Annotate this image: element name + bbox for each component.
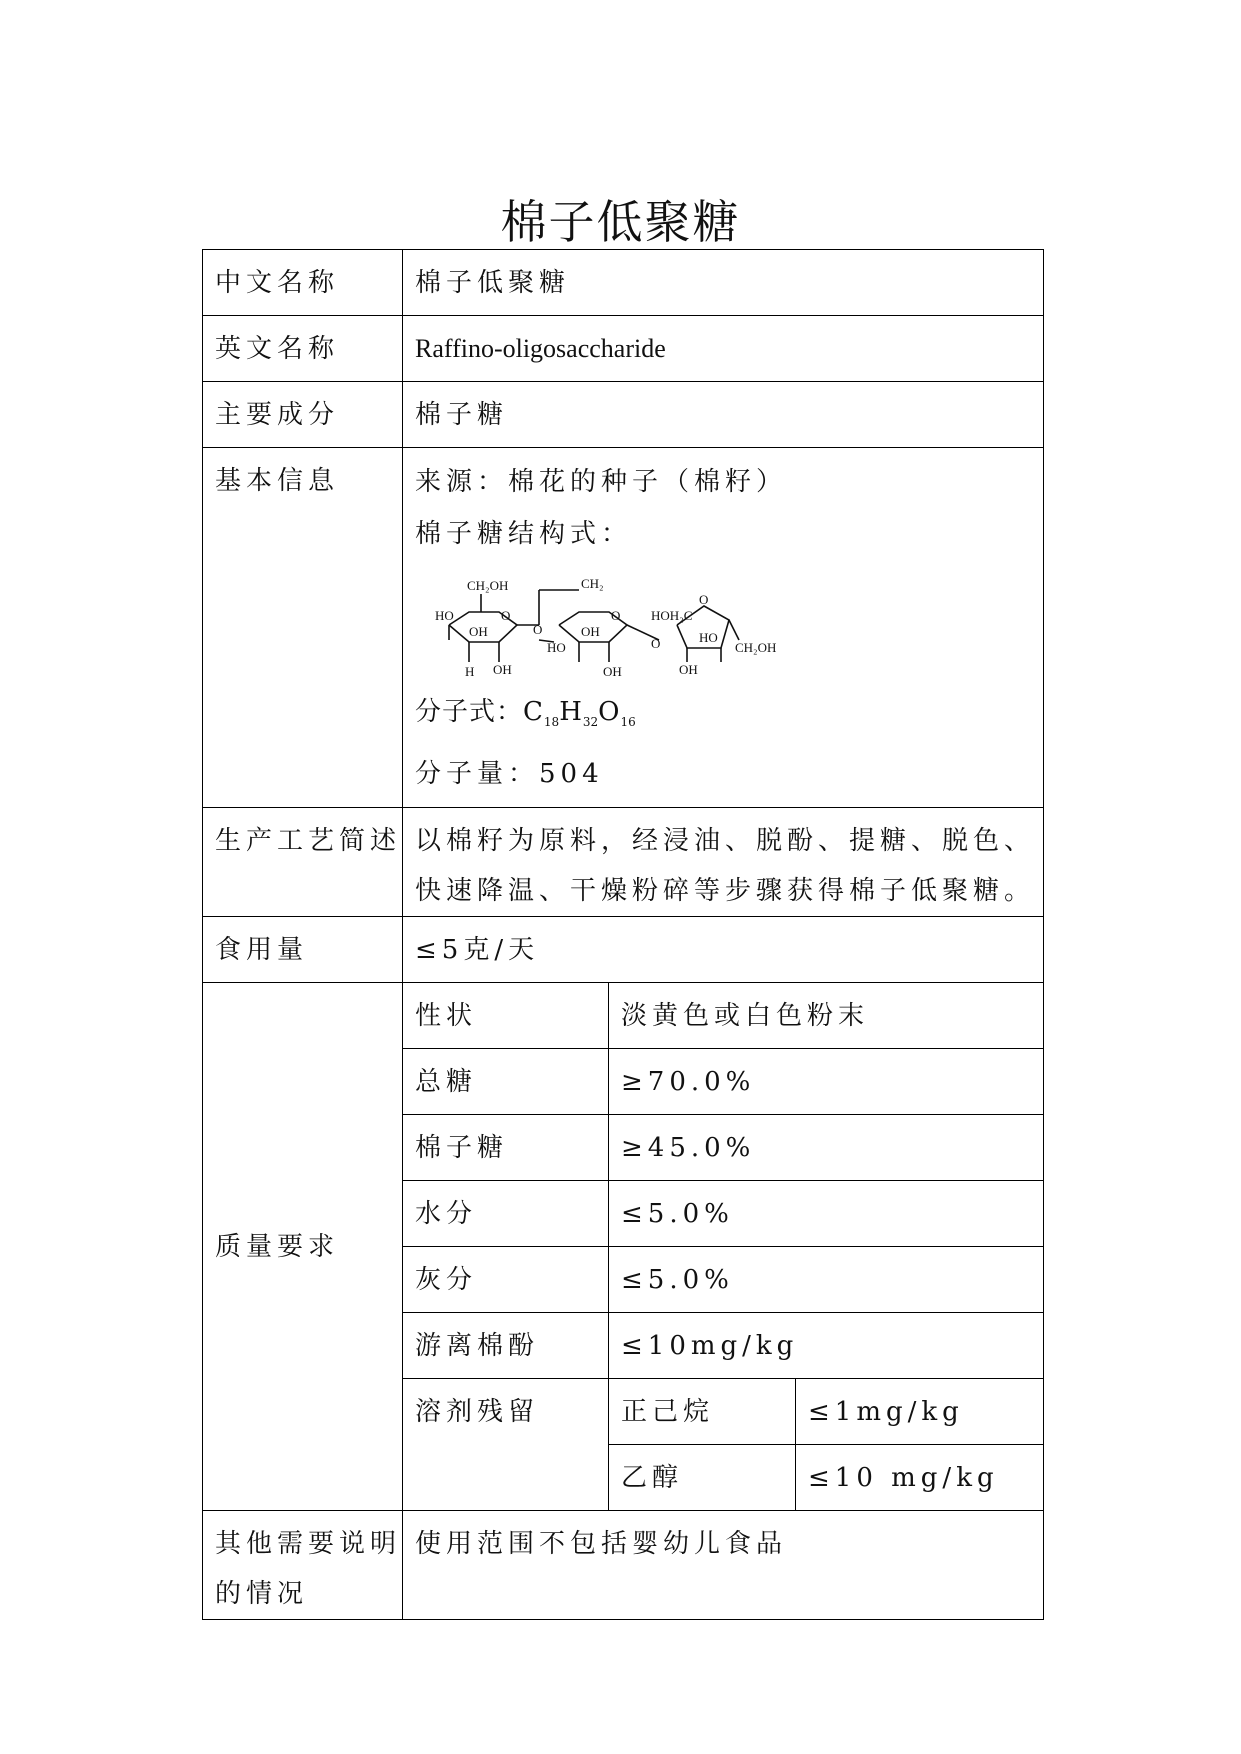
struct-label-o-5: O (699, 592, 709, 607)
solvent-label: 溶剂残留 (403, 1379, 609, 1511)
dosage-value: ≤5克/天 (403, 917, 1044, 983)
formula-o: O (598, 697, 621, 727)
cn-name-value: 棉子低聚糖 (403, 250, 1044, 316)
struct-label-ho-1: HO (435, 608, 454, 623)
quality-item-name: 水分 (403, 1181, 609, 1247)
struct-label-o-2: O (533, 622, 543, 637)
row-basic-info (203, 448, 1044, 808)
basic-info-content (403, 448, 1044, 808)
main-component-label: 主要成分 (203, 382, 403, 448)
formula-h: H (559, 697, 583, 727)
solvent-item-value: ≤10 mg/kg (796, 1445, 1044, 1511)
struct-label-h-1: H (465, 664, 475, 679)
solvent-item-name: 乙醇 (609, 1445, 796, 1511)
struct-label-hoh2c: HOH₂C (651, 608, 693, 623)
quality-item-value: ≤5.0% (609, 1181, 1044, 1247)
formula-c-sub: 18 (543, 715, 560, 730)
quality-row (203, 983, 1044, 1049)
molecular-weight: 分子量：504 (415, 759, 604, 790)
struct-label-ho-2: HO (547, 640, 566, 655)
structure-label: 棉子糖结构式： (415, 519, 633, 549)
formula-o-sub: 16 (620, 715, 636, 730)
quality-item-name: 游离棉酚 (403, 1313, 609, 1379)
quality-item-name: 灰分 (403, 1247, 609, 1313)
struct-label-o-1: O (501, 608, 511, 623)
source-text: 来源：棉花的种子（棉籽） (415, 467, 788, 497)
solvent-item-name: 正己烷 (609, 1379, 796, 1445)
row-process (203, 808, 1044, 917)
formula-label: 分子式： (415, 697, 524, 727)
quality-item-value: ≤5.0% (609, 1247, 1044, 1313)
quality-item-value: ≤10mg/kg (609, 1313, 1044, 1379)
en-name-value: Raffino-oligosaccharide (403, 316, 1044, 382)
other-label: 其他需要说明的情况 (203, 1511, 403, 1620)
struct-label-oh-3: OH (581, 624, 600, 639)
formula-line (415, 686, 1043, 748)
spec-table (202, 249, 1044, 1620)
process-value: 以棉籽为原料，经浸油、脱酚、提糖、脱色、快速降温、干燥粉碎等步骤获得棉子低聚糖。 (403, 808, 1044, 917)
struct-label-oh-5: OH (679, 662, 698, 677)
en-name-label: 英文名称 (203, 316, 403, 382)
process-label: 生产工艺简述 (203, 808, 403, 917)
quality-item-value: ≥70.0% (609, 1049, 1044, 1115)
quality-item-name: 总糖 (403, 1049, 609, 1115)
struct-label-ho-3: HO (699, 630, 718, 645)
row-en-name (203, 316, 1044, 382)
basic-info-label: 基本信息 (203, 448, 403, 808)
row-cn-name (203, 250, 1044, 316)
struct-label-ch2oh-1: CH₂OH (467, 578, 509, 593)
struct-label-oh-1: OH (469, 624, 488, 639)
page-title: 棉子低聚糖 (500, 195, 741, 249)
other-value: 使用范围不包括婴幼儿食品 (403, 1511, 1044, 1620)
raffinose-structure-image (429, 570, 829, 682)
struct-label-o-4: O (651, 636, 661, 651)
struct-label-oh-2: OH (493, 662, 512, 677)
struct-label-oh-4: OH (603, 664, 622, 679)
quality-item-value: ≥45.0% (609, 1115, 1044, 1181)
cn-name-label: 中文名称 (203, 250, 403, 316)
quality-item-value: 淡黄色或白色粉末 (609, 983, 1044, 1049)
row-main-component (203, 382, 1044, 448)
formula-c: C (523, 697, 544, 727)
struct-label-ch2oh-2: CH₂OH (735, 640, 777, 655)
formula-h-sub: 32 (582, 715, 599, 730)
struct-label-o-3: O (611, 608, 621, 623)
dosage-label: 食用量 (203, 917, 403, 983)
quality-item-name: 性状 (403, 983, 609, 1049)
row-other (203, 1511, 1044, 1620)
quality-item-name: 棉子糖 (403, 1115, 609, 1181)
solvent-item-value: ≤1mg/kg (796, 1379, 1044, 1445)
quality-label: 质量要求 (203, 983, 403, 1511)
row-dosage (203, 917, 1044, 983)
struct-label-ch2: CH₂ (581, 576, 604, 591)
main-component-value: 棉子糖 (403, 382, 1044, 448)
